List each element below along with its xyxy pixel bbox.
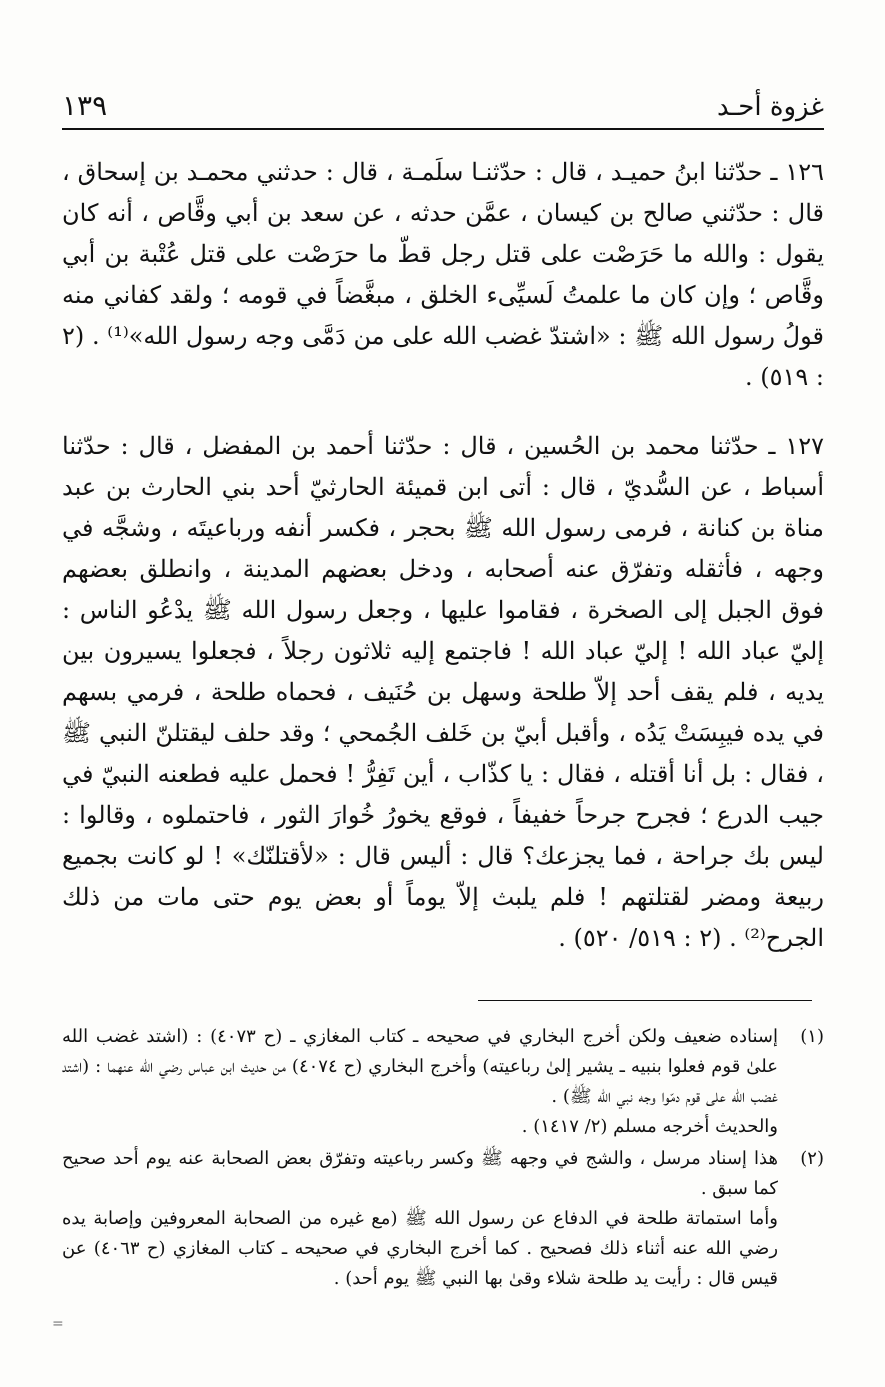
footnote-number: (٢) — [800, 1148, 824, 1169]
footnote-number: (١) — [800, 1026, 824, 1047]
page-number: ١٣٩ — [62, 89, 108, 122]
paragraph-127: ١٢٧ ـ حدّثنا محمد بن الحُسين ، قال : حدّثنا أحمد بن المفضل ، قال : حدّثنا أسباط ، عن السُّديّ ، قال : أتى ابن قميئة الحارثيّ أحد بني الحارث بن عبد مناة بن كنانة ، فرمى رسول الله ﷺ بحجر ، فكسر أنفه ورباعيتَه ، وشجَّه في وجهه ، فأثقله وتفرّق عنه أصحابه ، ودخل بعضهم المدينة ، وانطلق بعضهم فوق الجبل إلى الصخرة ، فقاموا عليها ، وجعل رسول الله ﷺ يدْعُو الناس : إليّ عباد الله ! إليّ عباد الله ! فاجتمع إليه ثلاثون رجلاً ، فجعلوا يسيرون بين يديه ، فلم يقف أحد إلاّ طلحة وسهل بن حُنَيف ، فحماه طلحة ، فرمي بسهم في يده فيبِسَتْ يَدُه ، وأقبل أبيّ بن خَلف الجُمحي ؛ وقد حلف ليقتلنّ النبي ﷺ ، فقال : بل أنا أقتله ، فقال : يا كذّاب ، أين تَفِرُّ ! فحمل عليه فطعنه النبيّ في جيب الدرع ؛ فجرح جرحاً خفيفاً ، فوقع يخورُ خُوارَ الثور ، فاحتملوه ، وقالوا : ليس بك جراحة ، فما يجزعك؟ قال : أليس قال : «لأقتلنّك» ! لو كانت بجميع ربيعة ومضر لقتلتهم ! فلم يلبث إلاّ يوماً أو بعض يوم حتى مات من ذلك الجرح⁽²⁾ . (٢ : ٥١٩/ ٥٢٠) . — [62, 432, 825, 952]
footnote-text: إسناده ضعيف ولكن أخرج البخاري في صحيحه ـ كتاب المغازي ـ (ح ٤٠٧٣) : (اشتد غضب الله علىٰ قوم فعلوا بنبيه ـ يشير إلىٰ رباعيته) وأخرج البخاري (ح ٤٠٧٤) من حديث ابن عباس رضي الله عنهما : (اشتد غضب الله على قوم دمّوا وجه نبي الله ﷺ) . — [62, 1026, 778, 1107]
header-rule — [62, 128, 824, 130]
chapter-title: غزوة أحـد — [717, 92, 824, 122]
footnote-body — [62, 1022, 778, 1142]
paragraph-gap — [62, 398, 824, 426]
footnote-separator — [478, 1000, 812, 1001]
running-header — [62, 82, 824, 122]
footnote-2 — [62, 1144, 824, 1294]
paragraph-126: ١٢٦ ـ حدّثنا ابنُ حميـد ، قال : حدّثنـا سلَمـة ، قال : حدثني محمـد بن إسحاق ، قال : حدّثني صالح بن كيسان ، عمَّن حدثه ، عن سعد بن أبي وقَّاص ، أنه كان يقول : والله ما حَرَصْت على قتل رجل قطّ ما حرَصْت على قتل عُتْبة بن أبي وقَّاص ؛ وإن كان ما علمتُ لَسيِّىء الخلق ، مبغَّضاً في قومه ؛ ولقد كفاني منه قولُ رسول الله ﷺ : «اشتدّ غضب الله على من دَمَّى وجه رسول الله»⁽¹⁾ . (٢ : ٥١٩) . — [62, 158, 824, 391]
footnote-text: والحديث أخرجه مسلم (٢/ ١٤١٧) . — [521, 1116, 778, 1137]
footnote-text: وأما استماتة طلحة في الدفاع عن رسول الله ﷺ (مع غيره من الصحابة المعروفين وإصابة يده رضي الله عنه أثناء ذلك فصحيح . كما أخرج البخاري في صحيحه ـ كتاب المغازي (ح ٤٠٦٣) عن قيس قال : رأيت يد طلحة شلاء وقىٰ بها النبي ﷺ يوم أحد) . — [62, 1208, 779, 1289]
main-text — [62, 152, 824, 959]
footnotes — [62, 1022, 824, 1296]
footnote-text: هذا إسناد مرسل ، والشج في وجهه ﷺ وكسر رباعيته وتفرّق بعض الصحابة عنه يوم أحد صحيح كما سبق . — [62, 1148, 778, 1199]
footnote-1 — [62, 1022, 824, 1142]
margin-mark: = — [52, 1316, 64, 1332]
footnote-body — [62, 1144, 778, 1294]
